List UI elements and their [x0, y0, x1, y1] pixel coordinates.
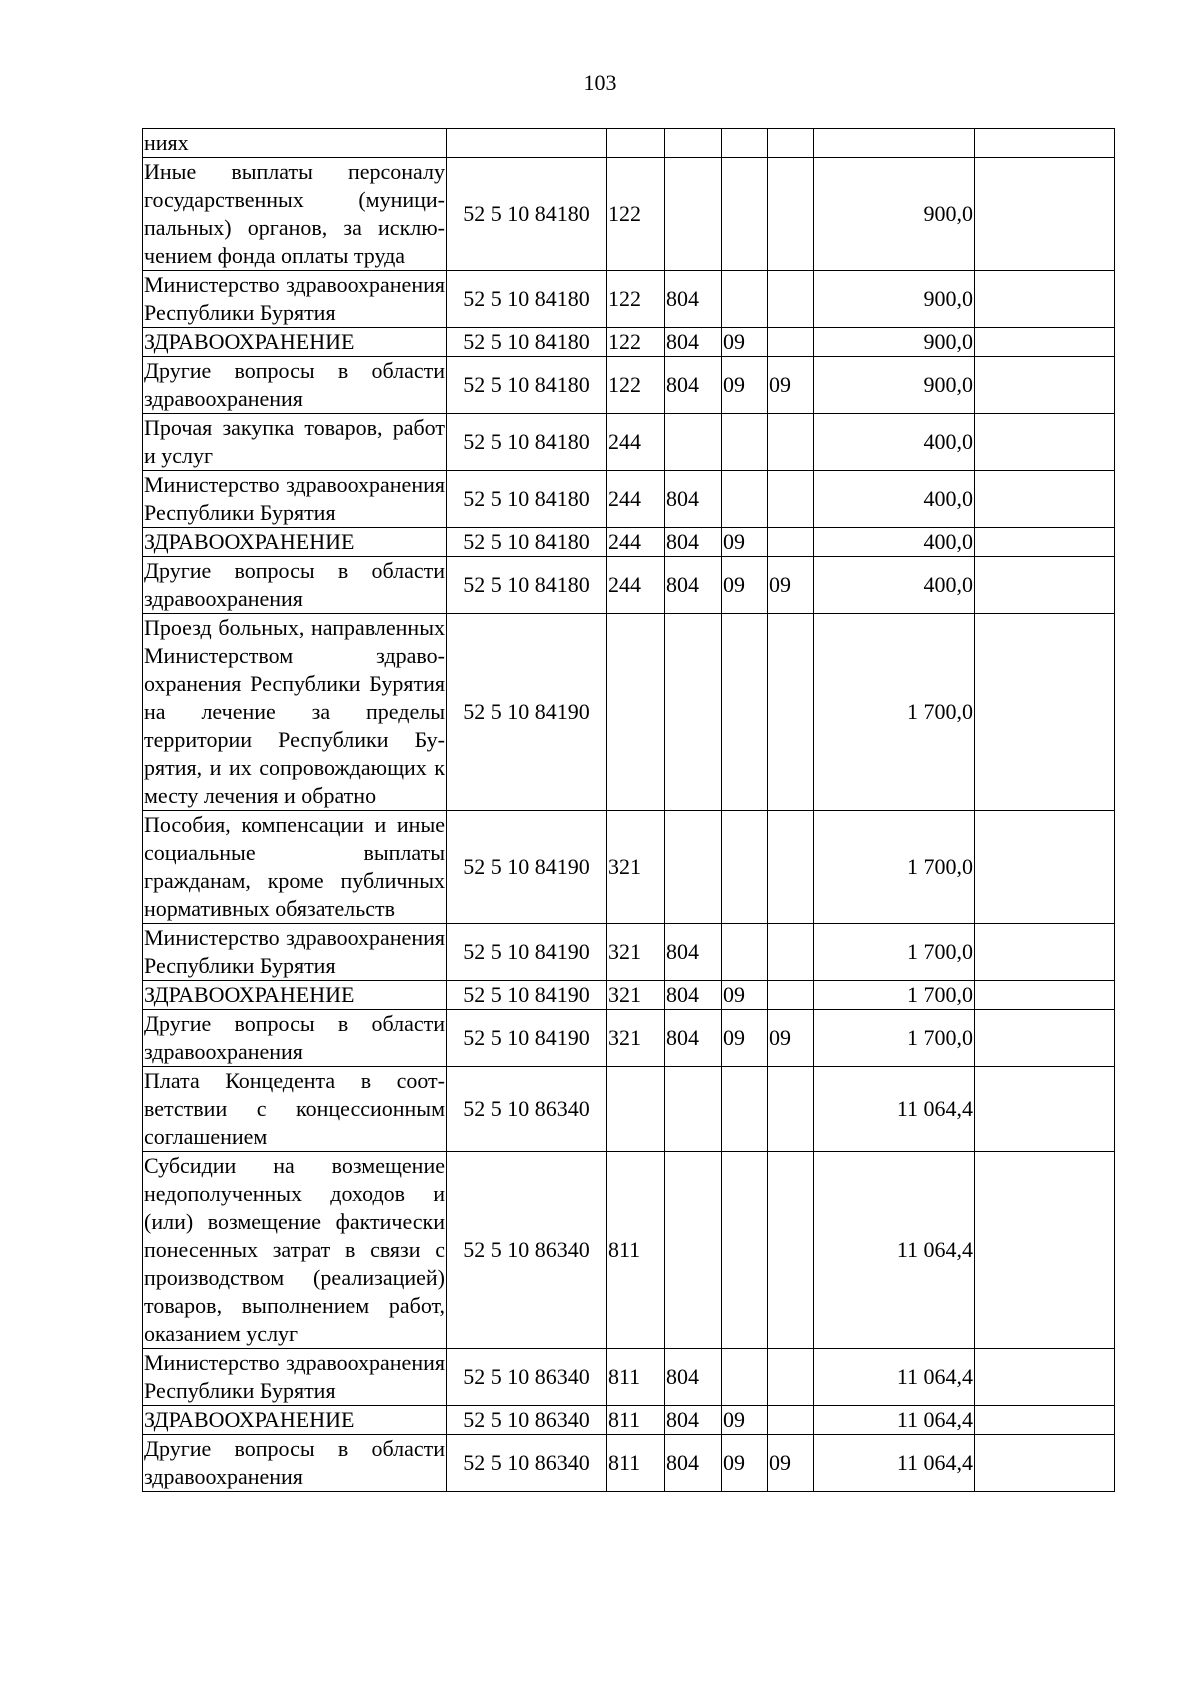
amount-cell: 400,0 [814, 471, 975, 528]
item-name-cell: Министерство здравоохранения Республики Бурятия [143, 471, 447, 528]
subsection-cell [768, 981, 814, 1010]
amount-cell [814, 129, 975, 158]
target-code-cell: 52 5 10 86340 [447, 1152, 607, 1349]
section-cell: 09 [722, 1435, 768, 1492]
subsection-cell [768, 471, 814, 528]
ministry-code-cell: 804 [665, 357, 722, 414]
ministry-code-cell: 804 [665, 1010, 722, 1067]
amount-cell: 1 700,0 [814, 614, 975, 811]
section-cell: 09 [722, 981, 768, 1010]
target-code-cell: 52 5 10 84180 [447, 557, 607, 614]
subsection-cell: 09 [768, 557, 814, 614]
subsection-cell: 09 [768, 1010, 814, 1067]
section-cell [722, 471, 768, 528]
amount-cell: 900,0 [814, 271, 975, 328]
empty-cell [975, 1435, 1115, 1492]
expense-type-cell: 321 [607, 981, 665, 1010]
amount-cell: 400,0 [814, 557, 975, 614]
table-row [143, 1349, 1115, 1406]
ministry-code-cell: 804 [665, 981, 722, 1010]
section-cell [722, 1152, 768, 1349]
item-name-cell: Министерство здравоохранения Республики Бурятия [143, 1349, 447, 1406]
section-cell: 09 [722, 328, 768, 357]
amount-cell: 900,0 [814, 328, 975, 357]
expense-type-cell: 321 [607, 1010, 665, 1067]
empty-cell [975, 1406, 1115, 1435]
amount-cell: 11 064,4 [814, 1406, 975, 1435]
section-cell: 09 [722, 1406, 768, 1435]
empty-cell [975, 328, 1115, 357]
expense-type-cell: 811 [607, 1349, 665, 1406]
table-row [143, 1435, 1115, 1492]
target-code-cell: 52 5 10 84180 [447, 414, 607, 471]
item-name-cell: ЗДРАВООХРАНЕНИЕ [143, 1406, 447, 1435]
target-code-cell: 52 5 10 86340 [447, 1435, 607, 1492]
ministry-code-cell [665, 158, 722, 271]
subsection-cell [768, 924, 814, 981]
empty-cell [975, 528, 1115, 557]
empty-cell [975, 158, 1115, 271]
table-row [143, 271, 1115, 328]
target-code-cell: 52 5 10 84190 [447, 981, 607, 1010]
empty-cell [975, 271, 1115, 328]
target-code-cell: 52 5 10 84190 [447, 924, 607, 981]
table-row [143, 614, 1115, 811]
table-row [143, 129, 1115, 158]
empty-cell [975, 1067, 1115, 1152]
amount-cell: 900,0 [814, 158, 975, 271]
expense-type-cell: 244 [607, 557, 665, 614]
table-row [143, 1152, 1115, 1349]
item-name-cell: Министерство здравоохранения Республики Бурятия [143, 924, 447, 981]
target-code-cell: 52 5 10 84180 [447, 158, 607, 271]
amount-cell: 400,0 [814, 414, 975, 471]
item-name-cell: ЗДРАВООХРАНЕНИЕ [143, 981, 447, 1010]
item-name-cell: Субсидии на возмещение недополученных доходов и (или) возмещение фактически понесенных затрат в связи с производством (реализацией) товаров, выполнением работ, оказанием услуг [143, 1152, 447, 1349]
empty-cell [975, 129, 1115, 158]
ministry-code-cell [665, 414, 722, 471]
section-cell: 09 [722, 357, 768, 414]
expense-type-cell: 321 [607, 924, 665, 981]
expense-type-cell: 244 [607, 414, 665, 471]
subsection-cell [768, 328, 814, 357]
amount-cell: 11 064,4 [814, 1435, 975, 1492]
ministry-code-cell: 804 [665, 328, 722, 357]
target-code-cell: 52 5 10 84180 [447, 528, 607, 557]
item-name-cell: Другие вопросы в области здравоохранения [143, 1010, 447, 1067]
subsection-cell [768, 1406, 814, 1435]
table-row [143, 357, 1115, 414]
section-cell: 09 [722, 528, 768, 557]
table-row [143, 924, 1115, 981]
empty-cell [975, 924, 1115, 981]
expense-type-cell: 122 [607, 357, 665, 414]
empty-cell [975, 471, 1115, 528]
subsection-cell [768, 1067, 814, 1152]
item-name-cell: Иные выплаты персоналу государственных (муниципальных) органов, за исключением фонда оплаты труда [143, 158, 447, 271]
table-row [143, 1406, 1115, 1435]
table-row [143, 1067, 1115, 1152]
empty-cell [975, 1349, 1115, 1406]
subsection-cell [768, 614, 814, 811]
section-cell [722, 811, 768, 924]
expense-type-cell [607, 129, 665, 158]
item-name-cell: Другие вопросы в области здравоохранения [143, 557, 447, 614]
section-cell [722, 271, 768, 328]
ministry-code-cell: 804 [665, 271, 722, 328]
subsection-cell [768, 811, 814, 924]
subsection-cell [768, 528, 814, 557]
item-name-cell: Пособия, компенсации и иные социальные выплаты гражданам, кроме публичных нормативных обязательств [143, 811, 447, 924]
item-name-cell: ЗДРАВООХРАНЕНИЕ [143, 528, 447, 557]
subsection-cell: 09 [768, 357, 814, 414]
ministry-code-cell: 804 [665, 471, 722, 528]
ministry-code-cell [665, 614, 722, 811]
empty-cell [975, 981, 1115, 1010]
expense-type-cell: 122 [607, 271, 665, 328]
table-row [143, 158, 1115, 271]
subsection-cell [768, 1349, 814, 1406]
expense-type-cell [607, 614, 665, 811]
subsection-cell: 09 [768, 1435, 814, 1492]
amount-cell: 11 064,4 [814, 1152, 975, 1349]
empty-cell [975, 557, 1115, 614]
subsection-cell [768, 271, 814, 328]
amount-cell: 1 700,0 [814, 811, 975, 924]
amount-cell: 1 700,0 [814, 1010, 975, 1067]
target-code-cell: 52 5 10 86340 [447, 1067, 607, 1152]
table-row [143, 811, 1115, 924]
expense-type-cell: 122 [607, 328, 665, 357]
empty-cell [975, 614, 1115, 811]
table-row [143, 328, 1115, 357]
budget-table [142, 128, 1115, 1492]
section-cell: 09 [722, 1010, 768, 1067]
table-row [143, 471, 1115, 528]
ministry-code-cell [665, 811, 722, 924]
expense-type-cell: 811 [607, 1152, 665, 1349]
section-cell [722, 158, 768, 271]
expense-type-cell: 122 [607, 158, 665, 271]
budget-table-body [143, 129, 1115, 1492]
target-code-cell: 52 5 10 84190 [447, 1010, 607, 1067]
empty-cell [975, 357, 1115, 414]
amount-cell: 11 064,4 [814, 1067, 975, 1152]
expense-type-cell: 811 [607, 1435, 665, 1492]
ministry-code-cell: 804 [665, 528, 722, 557]
amount-cell: 1 700,0 [814, 981, 975, 1010]
item-name-cell: Другие вопросы в области здравоохранения [143, 357, 447, 414]
subsection-cell [768, 1152, 814, 1349]
amount-cell: 400,0 [814, 528, 975, 557]
subsection-cell [768, 414, 814, 471]
ministry-code-cell: 804 [665, 1349, 722, 1406]
empty-cell [975, 414, 1115, 471]
target-code-cell: 52 5 10 84180 [447, 328, 607, 357]
expense-type-cell [607, 1067, 665, 1152]
empty-cell [975, 811, 1115, 924]
empty-cell [975, 1010, 1115, 1067]
expense-type-cell: 244 [607, 471, 665, 528]
ministry-code-cell [665, 1067, 722, 1152]
target-code-cell: 52 5 10 84180 [447, 471, 607, 528]
section-cell [722, 129, 768, 158]
item-name-cell: Проезд больных, направленных Министерством здравоохранения Республики Бурятия на лечение за пределы территории Республики Бурятия, и их сопровождающих к месту лечения и обратно [143, 614, 447, 811]
amount-cell: 900,0 [814, 357, 975, 414]
expense-type-cell: 321 [607, 811, 665, 924]
item-name-cell: Плата Концедента в соответствии с концессионным соглашением [143, 1067, 447, 1152]
empty-cell [975, 1152, 1115, 1349]
table-row [143, 1010, 1115, 1067]
table-row [143, 414, 1115, 471]
section-cell: 09 [722, 557, 768, 614]
target-code-cell: 52 5 10 84180 [447, 271, 607, 328]
section-cell [722, 614, 768, 811]
ministry-code-cell: 804 [665, 924, 722, 981]
ministry-code-cell: 804 [665, 557, 722, 614]
amount-cell: 1 700,0 [814, 924, 975, 981]
target-code-cell: 52 5 10 86340 [447, 1349, 607, 1406]
target-code-cell [447, 129, 607, 158]
table-row [143, 981, 1115, 1010]
target-code-cell: 52 5 10 84190 [447, 811, 607, 924]
ministry-code-cell [665, 1152, 722, 1349]
subsection-cell [768, 158, 814, 271]
section-cell [722, 924, 768, 981]
target-code-cell: 52 5 10 84180 [447, 357, 607, 414]
target-code-cell: 52 5 10 84190 [447, 614, 607, 811]
target-code-cell: 52 5 10 86340 [447, 1406, 607, 1435]
section-cell [722, 1067, 768, 1152]
amount-cell: 11 064,4 [814, 1349, 975, 1406]
ministry-code-cell: 804 [665, 1406, 722, 1435]
item-name-cell: ниях [143, 129, 447, 158]
expense-type-cell: 811 [607, 1406, 665, 1435]
table-row [143, 557, 1115, 614]
item-name-cell: Другие вопросы в области здравоохранения [143, 1435, 447, 1492]
subsection-cell [768, 129, 814, 158]
page-number: 103 [583, 70, 617, 95]
table-row [143, 528, 1115, 557]
ministry-code-cell [665, 129, 722, 158]
section-cell [722, 1349, 768, 1406]
section-cell [722, 414, 768, 471]
item-name-cell: Прочая закупка товаров, работ и услуг [143, 414, 447, 471]
item-name-cell: ЗДРАВООХРАНЕНИЕ [143, 328, 447, 357]
item-name-cell: Министерство здравоохранения Республики Бурятия [143, 271, 447, 328]
ministry-code-cell: 804 [665, 1435, 722, 1492]
expense-type-cell: 244 [607, 528, 665, 557]
